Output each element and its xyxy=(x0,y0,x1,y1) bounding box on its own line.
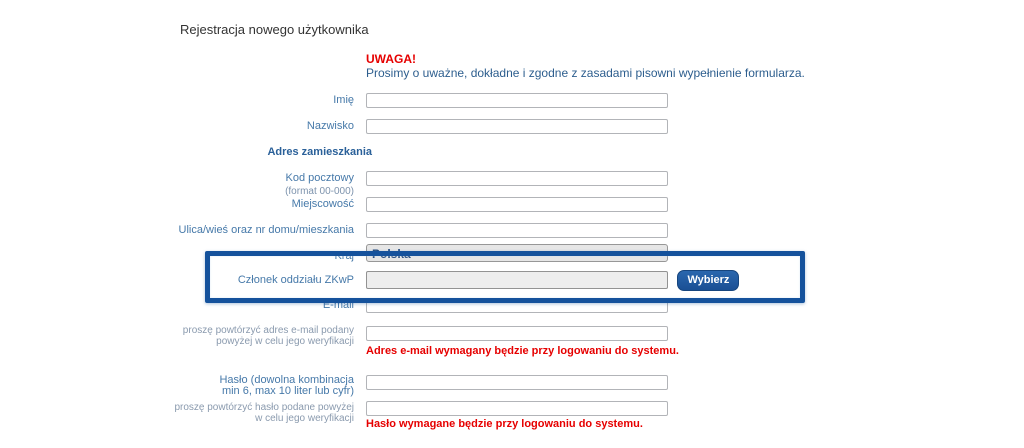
imie-input[interactable] xyxy=(366,93,668,108)
row-czlonek-oddzialu xyxy=(0,270,1024,295)
ulica-input[interactable] xyxy=(366,223,668,238)
row-ulica xyxy=(0,220,1024,246)
form-rows xyxy=(0,90,1024,431)
czlonek-oddzialu-label: Członek oddziału ZKwP xyxy=(237,274,354,286)
kod-pocztowy-format-hint: (format 00-000) xyxy=(285,186,354,197)
row-email xyxy=(0,295,1024,321)
nazwisko-input[interactable] xyxy=(366,119,668,134)
nazwisko-label: Nazwisko xyxy=(306,120,354,132)
row-imie xyxy=(0,90,1024,116)
email-input[interactable] xyxy=(366,298,668,313)
email-repeat-input[interactable] xyxy=(366,326,668,341)
czlonek-oddzialu-input xyxy=(366,271,668,289)
row-section-adres xyxy=(0,142,1024,168)
kraj-label: Kraj xyxy=(334,250,354,262)
email-repeat-label: proszę powtórzyć adres e-mail podany powyżej w celu jego weryfikacji xyxy=(182,325,354,347)
warning-heading: UWAGA! xyxy=(366,52,416,66)
address-section-heading: Adres zamieszkania xyxy=(267,146,372,158)
row-haslo xyxy=(0,372,1024,398)
row-nazwisko xyxy=(0,116,1024,142)
haslo-input[interactable] xyxy=(366,375,668,390)
haslo-repeat-input[interactable] xyxy=(366,401,668,416)
haslo-label: Hasło (dowolna kombinacja min 6, max 10 liter lub cyfr) xyxy=(219,374,354,397)
page-title: Rejestracja nowego użytkownika xyxy=(180,22,369,37)
email-label: E-mail xyxy=(322,299,354,311)
kod-pocztowy-input[interactable] xyxy=(366,171,668,186)
miejscowosc-label: Miejscowość xyxy=(291,198,354,210)
row-kraj xyxy=(0,246,1024,270)
email-required-note: Adres e-mail wymagany będzie przy logowaniu do systemu. xyxy=(366,345,679,357)
registration-form xyxy=(0,48,1024,431)
warning-block xyxy=(366,48,1024,81)
kraj-select[interactable] xyxy=(366,244,668,262)
haslo-required-note: Hasło wymagane będzie przy logowaniu do systemu. xyxy=(366,418,643,430)
row-email-repeat xyxy=(0,321,1024,345)
wybierz-button[interactable]: Wybierz xyxy=(677,270,739,291)
row-kod-pocztowy xyxy=(0,168,1024,197)
haslo-repeat-label: proszę powtórzyć hasło podane powyżej w celu jego weryfikacji xyxy=(174,402,354,424)
miejscowosc-input[interactable] xyxy=(366,197,668,212)
kod-pocztowy-label: Kod pocztowy xyxy=(285,172,354,184)
ulica-label: Ulica/wieś oraz nr domu/mieszkania xyxy=(178,224,354,236)
row-miejscowosc xyxy=(0,194,1024,220)
warning-text: Prosimy o uważne, dokładne i zgodne z zasadami pisowni wypełnienie formularza. xyxy=(366,66,805,80)
imie-label: Imię xyxy=(333,94,354,106)
kraj-selected-value: Polska xyxy=(372,247,411,261)
